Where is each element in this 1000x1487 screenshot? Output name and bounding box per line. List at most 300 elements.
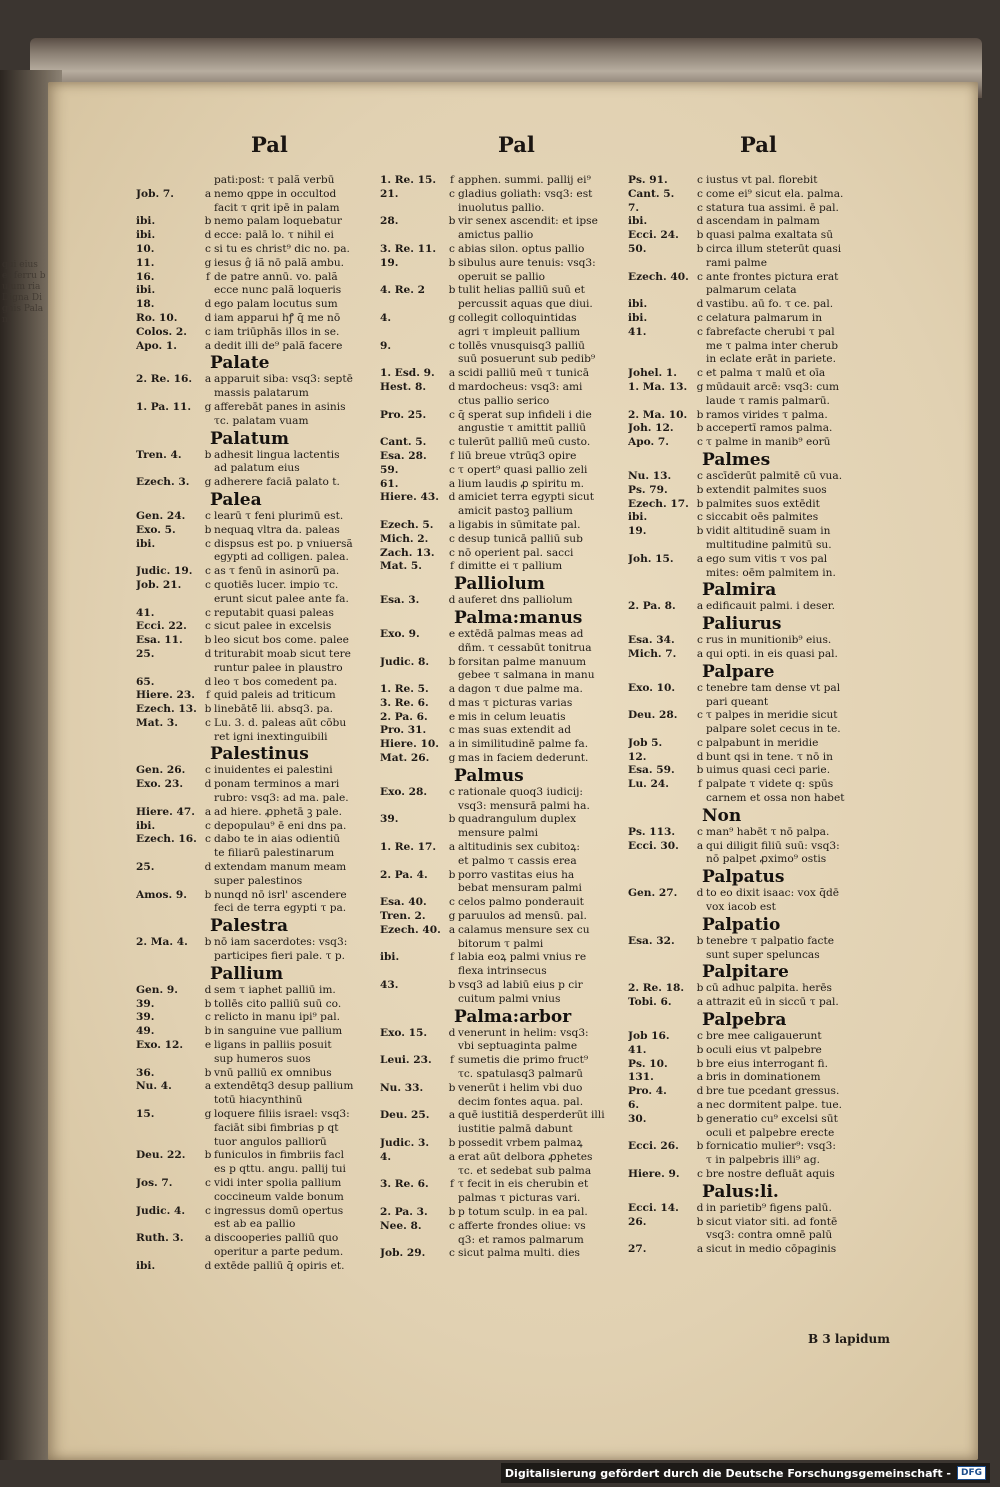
reference: Johel. 1. xyxy=(628,367,677,380)
concordance-row xyxy=(136,984,406,998)
citation-text: multitudine palmitū su. xyxy=(706,538,832,551)
concordance-row xyxy=(136,998,406,1012)
concordance-row xyxy=(380,786,650,800)
citation-text: nō iam sacerdotes: vsq3: xyxy=(214,936,348,949)
concordance-row xyxy=(136,607,406,621)
concordance-row xyxy=(628,539,898,553)
section-letter: b xyxy=(448,1081,456,1094)
section-letter: c xyxy=(205,620,211,633)
citation-text: τc. et sedebat sub palma xyxy=(458,1164,592,1177)
citation-text: quid paleis ad triticum xyxy=(214,689,336,702)
section-letter: c xyxy=(205,325,211,338)
citation-text: mites: oēm palmitem in. xyxy=(706,566,836,579)
citation-text: egypti ad colligen. palea. xyxy=(214,551,349,564)
citation-text: te filiarū palestinarum xyxy=(214,847,335,860)
reference: 41. xyxy=(628,325,647,338)
reference xyxy=(136,902,202,916)
concordance-row xyxy=(628,709,898,723)
section-letter xyxy=(202,731,214,745)
concordance-row xyxy=(628,764,898,778)
section-letter xyxy=(694,353,706,367)
citation-text: oculi eius vt palpebre xyxy=(706,1043,822,1056)
entry-heading: Palliolum xyxy=(454,574,545,595)
entry-heading: Palmus xyxy=(454,765,524,786)
section-letter: b xyxy=(204,888,212,901)
reference: Ezech. 17. xyxy=(628,497,689,510)
concordance-row xyxy=(136,524,406,538)
reference: Jos. 7. xyxy=(136,1177,173,1189)
citation-text: ramos virides τ palma. xyxy=(706,408,828,421)
concordance-row xyxy=(380,1151,650,1165)
section-letter: b xyxy=(696,1043,704,1056)
citation-text: angustie τ amittit palliū xyxy=(458,422,587,435)
concordance-row xyxy=(628,326,898,340)
reference: 25. xyxy=(136,647,155,660)
citation-text: tulerūt palliū meū custo. xyxy=(458,436,591,449)
concordance-row xyxy=(628,525,898,539)
citation-text: to eo dixit isaac: vox q̄dē xyxy=(706,887,840,900)
section-letter xyxy=(694,567,706,581)
section-letter: b xyxy=(448,256,456,269)
concordance-row xyxy=(380,202,650,216)
section-letter xyxy=(202,1163,214,1177)
reference xyxy=(380,827,446,841)
citation-text: sicut palee in excelsis xyxy=(214,620,332,633)
reference xyxy=(380,993,446,1007)
citation-text: de patre annū. vo. palã xyxy=(214,270,338,283)
citation-text: nō operient pal. sacci xyxy=(458,546,574,559)
reference: Pro. 31. xyxy=(380,724,427,737)
citation-text: et palmo τ cassis erea xyxy=(458,854,577,867)
citation-text: ctus pallio serico xyxy=(458,394,550,407)
concordance-row xyxy=(380,1178,650,1192)
citation-text: palmites suos extēdit xyxy=(706,497,820,510)
concordance-row xyxy=(136,476,406,490)
citation-text: tollēs vnusquisq3 palliū xyxy=(458,339,585,352)
citation-text: vsq3: mensurā palmi ha. xyxy=(458,799,590,812)
citation-text: extendētq3 desup pallium xyxy=(214,1080,354,1093)
section-letter: f xyxy=(450,449,454,462)
concordance-row xyxy=(136,1011,406,1025)
citation-text: funiculos in fimbriis facl xyxy=(214,1149,344,1162)
section-letter: c xyxy=(449,339,455,352)
reference xyxy=(380,938,446,952)
citation-text: dabo te in aias odientiū xyxy=(214,833,341,846)
citation-text: adherere faciā palato t. xyxy=(214,476,340,489)
section-letter xyxy=(446,827,458,841)
reference: ibi. xyxy=(628,215,648,228)
entry-heading: Pallium xyxy=(210,963,284,984)
citation-text: super palestinos xyxy=(214,874,303,887)
reference: 2. Re. 18. xyxy=(628,982,685,995)
reference: Ro. 10. xyxy=(136,311,178,324)
citation-text: mas in faciem dederunt. xyxy=(458,752,589,765)
citation-text: est ab ea pallio xyxy=(214,1218,296,1231)
citation-text: statura tua assimi. ē pal. xyxy=(706,201,839,214)
citation-text: extendam manum meam xyxy=(214,861,347,874)
reference xyxy=(628,257,694,271)
concordance-row xyxy=(628,1127,898,1141)
reference: Zach. 13. xyxy=(380,546,435,559)
concordance-row xyxy=(628,188,898,202)
concordance-row xyxy=(380,656,650,670)
citation-text: vastibu. aū fo. τ ce. pal. xyxy=(706,298,834,311)
citation-text: palpate τ videte q: spūs xyxy=(706,778,834,791)
citation-text: palmarum celata xyxy=(706,284,797,297)
reference xyxy=(628,792,694,806)
section-letter: g xyxy=(696,380,704,393)
concordance-row xyxy=(136,1205,406,1219)
citation-text: totū hiacynthinū xyxy=(214,1094,303,1107)
section-letter: c xyxy=(697,469,703,482)
reference xyxy=(380,882,446,896)
concordance-row xyxy=(380,669,650,683)
section-letter: b xyxy=(448,979,456,992)
concordance-row xyxy=(380,711,650,725)
concordance-row xyxy=(380,1220,650,1234)
section-letter: d xyxy=(204,647,212,660)
citation-text: as τ fenū in asinorū pa. xyxy=(214,565,340,578)
citation-text: depopulau⁹ ē eni dns pa. xyxy=(214,819,347,832)
book-page xyxy=(48,82,978,1460)
section-letter: c xyxy=(697,1168,703,1181)
concordance-row xyxy=(136,778,406,792)
citation-text: leo τ bos comedent pa. xyxy=(214,675,338,688)
section-letter: a xyxy=(696,996,704,1009)
citation-text: vox iacob est xyxy=(706,901,776,914)
entry-heading: Palpare xyxy=(702,661,775,682)
section-letter: c xyxy=(449,724,455,737)
section-letter: d xyxy=(696,215,704,228)
reference: 49. xyxy=(136,1025,155,1038)
reference: Deu. 22. xyxy=(136,1149,186,1162)
citation-text: afferte frondes oliue: vs xyxy=(458,1219,586,1232)
reference xyxy=(628,353,694,367)
section-letter: f xyxy=(206,689,210,702)
citation-text: τc. palatam vuam xyxy=(214,414,309,427)
reference xyxy=(628,901,694,915)
concordance-row xyxy=(380,1068,650,1082)
concordance-row xyxy=(628,1085,898,1099)
citation-text: faciāt sibi fimbrias p qt xyxy=(214,1121,339,1134)
citation-text: suū posuerunt sub pedib⁹ xyxy=(458,353,596,366)
reference xyxy=(136,174,202,188)
section-letter: a xyxy=(448,367,456,380)
section-letter xyxy=(446,938,458,952)
section-letter xyxy=(202,202,214,216)
reference: Exo. 10. xyxy=(628,681,676,694)
citation-text: sup humeros suos xyxy=(214,1052,311,1065)
concordance-row xyxy=(380,395,650,409)
reference: 3. Re. 6. xyxy=(380,1178,429,1191)
reference: 2. Ma. 10. xyxy=(628,408,688,421)
citation-text: vir senex ascendit: et ipse xyxy=(458,215,598,228)
reference xyxy=(628,853,694,867)
reference xyxy=(136,202,202,216)
citation-text: inuidentes ei palestini xyxy=(214,764,333,777)
section-letter xyxy=(202,902,214,916)
concordance-row xyxy=(628,1154,898,1168)
concordance-row xyxy=(628,1058,898,1072)
citation-text: forsitan palme manuum xyxy=(458,655,586,668)
concordance-row xyxy=(380,642,650,656)
concordance-row xyxy=(136,634,406,648)
concordance-row xyxy=(628,511,898,525)
reference: Judic. 8. xyxy=(380,655,430,668)
reference: Gen. 9. xyxy=(136,983,178,996)
citation-text: in similitudinē palme fa. xyxy=(458,738,589,751)
concordance-row xyxy=(136,1067,406,1081)
section-letter: b xyxy=(204,1149,212,1162)
section-letter: b xyxy=(696,242,704,255)
section-letter xyxy=(694,792,706,806)
reference xyxy=(136,1246,202,1260)
section-letter: c xyxy=(449,785,455,798)
citation-text: mūdauit arcē: vsq3: cum xyxy=(706,380,840,393)
citation-text: bre tue pcedant gressus. xyxy=(706,1085,840,1098)
section-letter: f xyxy=(206,270,210,283)
reference: Mich. 2. xyxy=(380,532,429,545)
section-letter xyxy=(694,284,706,298)
reference xyxy=(380,965,446,979)
running-head: Pal xyxy=(498,132,535,157)
concordance-row xyxy=(628,935,898,949)
section-letter: b xyxy=(696,1140,704,1153)
section-letter xyxy=(202,551,214,565)
section-letter xyxy=(202,462,214,476)
reference xyxy=(380,353,446,367)
reference: ibi. xyxy=(136,537,156,550)
section-letter: c xyxy=(697,270,703,283)
citation-text: tulit helias palliū suū et xyxy=(458,284,585,297)
citation-text: ego palam locutus sum xyxy=(214,298,338,311)
section-letter: b xyxy=(696,483,704,496)
reference xyxy=(628,949,694,963)
section-letter: c xyxy=(205,1177,211,1189)
citation-text: laude τ ramis palmarū. xyxy=(706,394,830,407)
reference: Ps. 10. xyxy=(628,1057,668,1070)
citation-text: paruulos ad mensū. pal. xyxy=(458,910,587,923)
citation-text: reputabit quasi paleas xyxy=(214,606,334,619)
concordance-row xyxy=(628,422,898,436)
citation-text: quotiēs lucer. impio τc. xyxy=(214,578,339,591)
reference xyxy=(136,1163,202,1177)
reference: 1. Pa. 11. xyxy=(136,400,192,413)
concordance-row xyxy=(136,820,406,834)
reference: Ezech. 13. xyxy=(136,703,197,716)
citation-text: fabrefacte cherubi τ pal xyxy=(706,325,835,338)
citation-text: tollēs cito palliū suū co. xyxy=(214,997,342,1010)
section-letter: a xyxy=(696,839,704,852)
citation-text: rubro: vsq3: ad ma. pale. xyxy=(214,792,349,805)
reference: Mich. 7. xyxy=(628,647,677,660)
concordance-row xyxy=(380,882,650,896)
citation-text: percussit aquas que diui. xyxy=(458,298,593,311)
reference: Gen. 26. xyxy=(136,764,186,777)
citation-text: gebee τ salmana in manu xyxy=(458,669,595,682)
section-letter xyxy=(202,174,214,188)
concordance-row xyxy=(628,470,898,484)
section-letter xyxy=(202,415,214,429)
section-letter xyxy=(446,993,458,1007)
citation-text: ponam terminos a mari xyxy=(214,778,340,791)
reference: Leui. 23. xyxy=(380,1054,432,1067)
section-letter xyxy=(202,1053,214,1067)
concordance-row xyxy=(380,869,650,883)
reference: Judic. 3. xyxy=(380,1137,430,1149)
section-letter: a xyxy=(696,647,704,660)
concordance-row xyxy=(380,697,650,711)
citation-text: auferet dns palliolum xyxy=(458,594,573,607)
reference: Exo. 12. xyxy=(136,1039,184,1052)
section-letter: c xyxy=(205,819,211,832)
reference xyxy=(136,847,202,861)
reference xyxy=(136,1122,202,1136)
section-letter: c xyxy=(697,634,703,647)
section-letter: f xyxy=(450,1178,454,1191)
concordance-row xyxy=(136,1094,406,1108)
citation-text: pari queant xyxy=(706,695,769,708)
reference: 7. xyxy=(628,201,640,214)
reference: Hiere. 10. xyxy=(380,738,439,751)
reference: 4. xyxy=(380,311,392,324)
citation-text: relicto in manu ipi⁹ pal. xyxy=(214,1011,341,1024)
reference: Job 5. xyxy=(628,736,663,749)
section-letter: c xyxy=(697,511,703,524)
citation-text: coccineum valde bonum xyxy=(214,1190,344,1203)
concordance-row xyxy=(380,1206,650,1220)
section-letter xyxy=(202,662,214,676)
entry-heading: Palatum xyxy=(210,428,290,449)
reference: 2. Pa. 6. xyxy=(380,710,428,723)
reference: 9. xyxy=(380,339,392,352)
entry-heading: Paliurus xyxy=(702,614,782,635)
citation-text: tenebre tam dense vt pal xyxy=(706,681,841,694)
section-letter xyxy=(202,387,214,401)
reference: Exo. 15. xyxy=(380,1026,428,1039)
citation-text: uimus quasi ceci parie. xyxy=(706,764,831,777)
reference xyxy=(136,387,202,401)
citation-text: in sanguine vue pallium xyxy=(214,1025,343,1038)
section-letter xyxy=(446,965,458,979)
section-letter: f xyxy=(450,560,454,573)
citation-text: q3: et ramos palmarum xyxy=(458,1233,584,1246)
section-letter: c xyxy=(697,736,703,749)
reference: 1. Re. 5. xyxy=(380,683,429,696)
reference: Cant. 5. xyxy=(628,187,675,200)
concordance-row xyxy=(136,1080,406,1094)
reference xyxy=(380,298,446,312)
section-letter xyxy=(446,1123,458,1137)
citation-text: in eclate erāt in pariete. xyxy=(706,353,836,366)
citation-text: extendit palmites suos xyxy=(706,483,827,496)
reference: Hiere. 9. xyxy=(628,1168,680,1181)
reference xyxy=(628,567,694,581)
section-letter: c xyxy=(205,565,211,578)
reference: 21. xyxy=(380,187,399,200)
section-letter: e xyxy=(204,1039,212,1052)
section-letter: a xyxy=(448,841,456,854)
section-letter: c xyxy=(449,546,455,559)
reference: 41. xyxy=(136,606,155,619)
concordance-row xyxy=(380,683,650,697)
concordance-row xyxy=(628,996,898,1010)
concordance-row xyxy=(136,875,406,889)
concordance-row xyxy=(136,1039,406,1053)
section-letter: f xyxy=(450,174,454,186)
concordance-row xyxy=(628,778,898,792)
concordance-row xyxy=(136,257,406,271)
section-letter: f xyxy=(698,778,702,791)
citation-text: qui diligit filiū suū: vsq3: xyxy=(706,839,840,852)
concordance-row xyxy=(628,696,898,710)
concordance-row xyxy=(628,600,898,614)
concordance-row xyxy=(380,1234,650,1248)
citation-text: vnū palliū ex omnibus xyxy=(214,1066,332,1079)
reference: 36. xyxy=(136,1066,155,1079)
entry-heading: Palestinus xyxy=(210,744,309,765)
citation-text: tuor angulos palliorū xyxy=(214,1135,327,1148)
reference: 16. xyxy=(136,270,155,283)
section-letter: a xyxy=(204,805,212,818)
citation-text: sicut in medio cōpaginis xyxy=(706,1243,837,1256)
reference: Apo. 7. xyxy=(628,436,669,449)
section-letter xyxy=(446,1192,458,1206)
concordance-row xyxy=(628,648,898,662)
concordance-row xyxy=(136,1177,406,1191)
concordance-row xyxy=(380,409,650,423)
concordance-row xyxy=(628,298,898,312)
concordance-row xyxy=(136,462,406,476)
concordance-row xyxy=(136,1122,406,1136)
citation-text: triturabit moab sicut tere xyxy=(214,647,351,660)
reference: Colos. 2. xyxy=(136,325,187,338)
concordance-row xyxy=(628,901,898,915)
concordance-row xyxy=(380,381,650,395)
section-letter: a xyxy=(448,1150,456,1163)
section-letter: c xyxy=(205,242,211,255)
reference: 4. xyxy=(380,1150,392,1163)
citation-text: agri τ impleuit pallium xyxy=(458,325,580,338)
citation-text: extēdā palmas meas ad xyxy=(458,627,584,640)
concordance-row xyxy=(628,174,898,188)
reference: 41. xyxy=(628,1043,647,1056)
citation-text: flexa intrinsecus xyxy=(458,965,547,978)
concordance-row xyxy=(136,620,406,634)
concordance-row xyxy=(628,1113,898,1127)
facing-page-text: qui eius et ferru bulum ria Digna Dignis Palam xyxy=(2,260,46,325)
digitization-footer xyxy=(501,1463,990,1483)
reference xyxy=(380,326,446,340)
citation-text: ret igni inextinguibili xyxy=(214,730,328,743)
citation-text: quadrangulum duplex xyxy=(458,813,577,826)
section-letter: d xyxy=(696,887,704,900)
section-letter xyxy=(446,505,458,519)
citation-text: nō palpet ꝓximo⁹ ostis xyxy=(706,853,827,866)
reference: Apo. 1. xyxy=(136,339,177,352)
reference: Mat. 3. xyxy=(136,716,178,729)
citation-text: palpabunt in meridie xyxy=(706,736,819,749)
concordance-row xyxy=(136,703,406,717)
concordance-row xyxy=(628,982,898,996)
concordance-row xyxy=(380,752,650,766)
reference: Esa. 34. xyxy=(628,634,675,647)
section-letter xyxy=(202,875,214,889)
concordance-row xyxy=(380,326,650,340)
reference: ibi. xyxy=(136,229,156,242)
section-letter: a xyxy=(448,1109,456,1122)
citation-text: p totum sculp. in ea pal. xyxy=(458,1205,588,1218)
